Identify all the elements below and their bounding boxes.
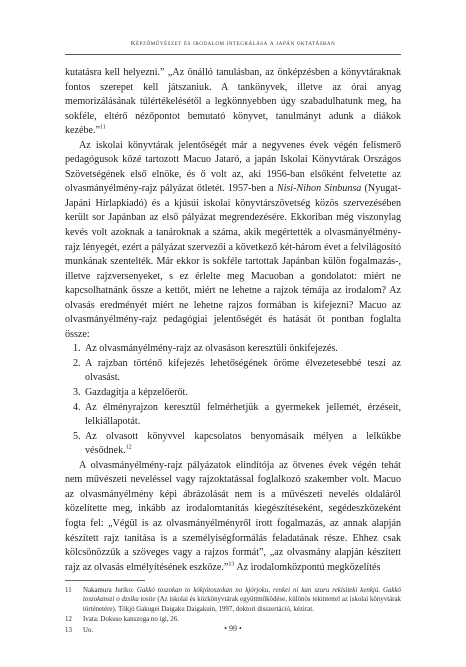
footnote-ref-12[interactable]: 12: [125, 444, 132, 451]
footnote-ref-13[interactable]: 13: [228, 561, 235, 568]
footnote-12: 12 Ivata: Dokuso kanszoga no igi, 26.: [65, 616, 179, 624]
paragraph-1: kutatásra kell helyezni.” „Az önálló tanulásban, az önképzésben a könyvtáraknak fontos szerepet kell játszaniuk. A tankönyvek, illetve az órai anyag memorizálásának túlértékelésétől a legkönnyebben úgy szabadulhatunk meg, ha sokféle, eltérő nézőpontot bemutató könyvet, tanulmányt adunk a diákok kezébe.”$^{11}$: [65, 67, 401, 137]
running-header: Képzőművészet és irodalom integrálása a japán oktatásban: [130, 40, 336, 47]
footnote-ref-11[interactable]: 11: [100, 124, 106, 131]
body-text: [65, 66, 401, 575]
newspaper-name: Nisi-Nihon Sinbunsa: [276, 183, 362, 195]
list-item: 2. A rajzban történő kifejezés lehetőségének öröme élvezetesebbé teszi az olvasást.: [73, 357, 401, 384]
footnote-13: 13 Uo.: [65, 626, 94, 634]
paragraph-2: Az iskolai könyvtárak jelentőségét már a negyvenes évek végén felismerő pedagógusok közé tartozott Macuo Jataró, a japán Iskolai Könyvtárak Országos Szövetségének első elnöke, és ő volt az, aki 1956-ban elsőként felvetette az olvasmányélmény-rajz pályázat ötletét. 1957-ben a Nisi-Nihon Sinbunsa (Nyugat-Japáni Hírlapkiadó) és a kjúsúi iskolai könyvtárszövetség közös szervezésében került sor Japánban az első pályázat megrendezésére. Ekkoriban még viszonylag kevés volt azoknak a tanároknak a száma, akik megértették a olvasmányélmény-rajz lényegét, ezért a pályázat szervezői a következő két-három évet a felvilágosító munkának szentelték. Már ekkor is sokféle tartottak Japánban külön fogalmazás-, illetve rajzversenyeket, s ez érlelte meg Macuoban a gondolatot: miért ne kapcsolhatnánk össze a kettőt, miért ne lehetne a rajzok témája az irodalom? Az olvasás eredményét miért ne lehetne rajzos formában is kifejezni? Macuo az olvasmányélmény-rajz pedagógiai jelentőségét és hatását öt pontban foglalta össze:: [65, 139, 401, 340]
list-item: 4. Az élményrajzon keresztül felmérhetjük a gyermekek jellemét, érzéseit, lelkiállapotát.: [73, 401, 401, 428]
footnote-11: 11 Nakamura Juriko: Gakkó toszokan to kókjótoszokan no kjórjoku, renkei ni kan szuru rekisiteki kenkjú. Gakkó toszokanszi o dzsiku tosite (Az iskolai és közkönyvtárak együttműködése, különös tekintettel az iskolai könyvtárak történetére). Tókjó Gakugei Daigaku Daigakuin, 1997, doktori disszertáció, kézirat.: [65, 587, 401, 613]
paragraph-3: A olvasmányélmény-rajz pályázatok elindítója az ötvenes évek végén tehát nem művészeti neveléssel vagy rajzoktatással foglalkozó szakember volt. Macuo az olvasmányélmény képi ábrázolását nem is a művészeti nevelés oldaláról közelítette meg, inkább az irodalomtanítás kiegészítéseként, segédeszközeként fogta fel: „Végül is az olvasmányélményről írott fogalmazás, az annak alapján készített rajz tanítása is a személyiségformálás feladatának része. Ehhez csak kölcsönözzük a szöveges vagy a rajzos formát”, „az olvasmány alapján készített rajz az olvasás elmélyítésének eszköze.”$^{13}$ Az irodalomközpontú megközelítés: [65, 459, 401, 573]
page-number: • 99 •: [224, 624, 242, 633]
list-item: 3. Gazdagítja a képzelőerőt.: [73, 387, 188, 399]
list-item: 1. Az olvasmányélmény-rajz az olvasáson keresztüli önkifejezés.: [73, 343, 338, 355]
header-rule: [65, 54, 401, 55]
footnote-rule: [65, 580, 145, 581]
list-item: 5. Az olvasott könyvvel kapcsolatos benyomásaik mélyen a lelkükbe vésődnek.$^{12}$: [73, 430, 401, 457]
